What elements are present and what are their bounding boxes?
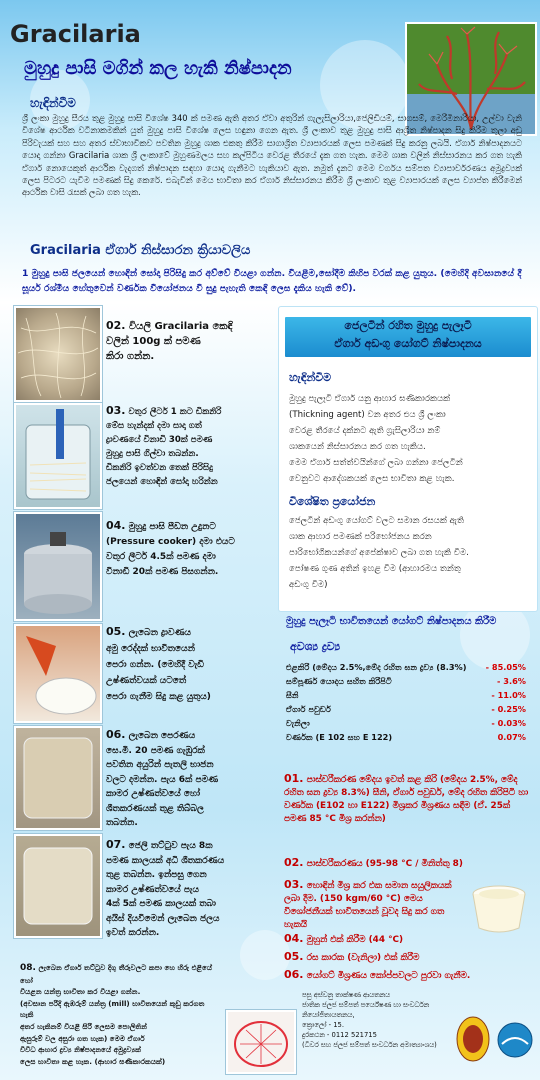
step-7-photo <box>14 834 102 938</box>
panel-intro-line: (Thickning agent) වන අතර එය ශ්‍රී ලංකා <box>289 410 446 420</box>
step-6-line: සෙ.මී. 20 පමණ ගැඹුරක් <box>106 745 205 756</box>
yogurt-step-text: පාස්චරීකරණය (95-98 °C / මිනිත්තු 8) <box>306 859 463 869</box>
ingredient-label: සම්පූර්ණ යොදය සහිත කිරිපිටි <box>286 676 392 686</box>
footer-line: දුරකථන - 0112 521715 <box>302 1031 377 1039</box>
yogurt-step-1 <box>284 772 534 826</box>
government-emblem-logo <box>455 1014 491 1064</box>
step-2-number: 02. <box>106 319 126 332</box>
ingredient-row <box>286 704 526 715</box>
step-5-number: 05. <box>106 625 126 638</box>
step-5-line: අමු රෙද්දක් භාවිතයෙන් <box>106 644 195 654</box>
step-6-line: කාමර උෂ්ණත්වයේ හෝ <box>106 789 201 799</box>
panel-intro-text <box>289 391 529 487</box>
yogurt-step-text: රස කාරක (වැනිලා) එක් කිරීම <box>306 953 420 963</box>
yogurt-step-text: හොඳින් මිශ්‍ර කර එක සමාන සයුලිකයක් ලබා දීම. (150 kgm/60 °C) මෙය විශෝජනීයක් භාවිතයෙන් වූවද සිදු කර ගත හැකයි <box>284 881 452 930</box>
step-5 <box>106 624 272 705</box>
panel-intro-line: වෙනුවට ආදේශකයක් ලෙස භාවිතා කළ හැක. <box>289 474 455 484</box>
step-6 <box>106 728 276 831</box>
footer-line: පසු අස්වනු තාක්ෂණ ආයතනය <box>302 991 391 999</box>
ingredient-row <box>286 676 526 687</box>
step-8-line: වියළන යන්ත්‍ර භාවිතා කර වියළා ගන්න. <box>20 987 141 997</box>
step-7 <box>106 838 276 941</box>
ingredient-row <box>286 662 526 673</box>
step-8-photo <box>226 1010 296 1074</box>
step-2 <box>106 318 266 364</box>
ingredient-value: - 85.05% <box>485 662 526 672</box>
ingredient-label: එළකිරි (මේදය 2.5%,මේද රහිත ඝන ද්‍රව්‍ය (8.3%) <box>286 662 467 672</box>
step-8-line: ඇසුරුම් වල අසුරා ගත හැක) මෙම ඒගාර් <box>20 1033 145 1043</box>
yogurt-step-number: 06. <box>284 968 304 981</box>
intro-paragraph: ශ්‍රී ලංකා මුහුදු සීරය තුළ මුහුදු පාසි විශේෂ 340 ක් පමණ ඇති අතර ඒවා අතුරින් ගැලැසිලාරියා,ජෙලිඩියම්, සාගසම්, මෙරීමිනාරියා, උල්වා වැනි විශේෂ ආර්ථික වටිනාකමකින් යුත් මුහුදු පාසි විශේෂ ලෙස හඳුනා ගෙන ඇත. ශ්‍රී ලංකාව තුළ මුහුදු පාසි ආශ්‍රිත නිෂ්පාදන සිදු කිරීම තුලා අඩු පිරිවැයක් සහ සහ අතර ස්වාභාවිකව පවතින මුහුදු ශාක එකතු කිරීම සාගාශ්‍රිත ව්‍යාපාරයක් ලෙස පමණක් සිදු කරනු ලබයි. ඒගාර් නිෂ්පාදනයට යොදා ගන්නා Gracilaria ශාක ශ්‍රී ලංකාවේ මුහුණමලය සහ කල්පිටිය වෙරළ තීරයේ දැක ගත හැක. මෙම ශාක වලින් නිස්සාරනය කර ගත හැකි ඒගාර් නොයෙකුත් ආර්ථික වැදගත් නිෂ්පාදන සඳහා යොදා ගැනීමට හැකියාව ඇත. නමුත් දැනට මෙම වර්ගය සම්පත ව්‍යාපාර්වරණය අමුද්‍රව්‍යක් ලෙස පිටරට යැවීම පමණක් සිදු කෙරේ. එබැවින් මෙය භාවිතා කර ඒගාර් නිස්සාරනය කිරීම ශ්‍රී ලංකාව තුළ ව්‍යාපාරයක් ලෙස ව්‍යාප්ත කිරීමෙන් ආර්ථික වාසි රැසක් ලබා ගත හැක. <box>22 113 522 198</box>
ingredient-row <box>286 732 526 743</box>
step-7-line: අයිස් දියවීමෙන් ලැබෙන ජලය <box>106 913 220 924</box>
panel-intro-line: වෙරළ තීරයේ දක්නට ඇති ග්‍රැසිලාරියා නම් <box>289 426 441 436</box>
step-7-line: ඉවත් කරන්න. <box>106 928 160 938</box>
yogurt-step-number: 02. <box>284 856 304 869</box>
footer-line: (ධීවර සහ ජලජ සම්පත් සංවර්ධන අමාත්‍යාංශය) <box>302 1041 437 1049</box>
panel-special-line: ශාක ආහාර පමණක් පරිභෝජනය කරන <box>289 532 432 542</box>
step-4-line: වතුර ලීටර් 4.5ක් පමණ දමා <box>106 552 216 562</box>
step-7-line: 4ක් 5ක් පමණ කාලයක් තබා <box>106 899 216 909</box>
page-title: Gracilaria <box>10 20 141 48</box>
yogurt-info-panel <box>278 306 538 612</box>
ingredient-value: 0.07% <box>497 732 526 742</box>
panel-banner-line-2: ඒගාර් අඩංගු යෝගට් නිෂ්පාදනය <box>334 337 482 350</box>
ingredient-value: - 0.03% <box>491 718 526 728</box>
step-5-line: උෂ්ණත්වයක් යටතේ <box>106 676 187 686</box>
yogurt-step-text: මුහුන් එක් කිරීම (44 °C) <box>306 935 404 945</box>
ingredient-label: වැනිලා <box>286 718 310 728</box>
step-6-line: පවතින අයුරින් පැතලි භාජන <box>106 760 214 770</box>
footer-line: ජාතික ජලජ සම්පත් පර්යේෂණ හා සංවර්ධන නියෝජිතායතනය, <box>302 1001 430 1019</box>
step-5-photo <box>14 624 102 723</box>
ingredients-heading: අවශ්‍ය ද්‍රව්‍ය <box>290 640 341 653</box>
panel-intro-line: මුහුදු පැලෑටි ඒගාර් යනු ආහාර ඝණිකාරකයක් <box>289 394 451 404</box>
yogurt-step-5 <box>284 950 534 965</box>
panel-special-line: පෝෂණ ගුණ අතින් ඉහළ වීම (ආහාරමය තන්තු <box>289 564 461 574</box>
yogurt-step-number: 03. <box>284 878 304 891</box>
panel-intro-line: මෙම ඒගාර් සත්ත්වයින්ගේ ලබා ගන්නා ජෙලටින් <box>289 458 463 468</box>
step-3-line: මේස හැන්දක් දමා සාදා ගත් <box>106 421 202 431</box>
step-8-line: ලැබෙන ඒගාර් තට්ටුව දිගු තීරුවලට කපා හෙ හිරු එළියේ හෝ <box>20 963 213 985</box>
panel-banner <box>283 315 533 359</box>
step-2-line: වියලි Gracilaria කෙඳි <box>128 321 233 332</box>
ingredient-value: - 0.25% <box>491 704 526 714</box>
step-8-line: විවිධ ආහාර ද්‍රව්‍ය නිෂ්පාදනයේ අමුද්‍රව්‍යක් <box>20 1045 141 1055</box>
step-3-number: 03. <box>106 404 126 417</box>
yogurt-step-3 <box>284 878 462 932</box>
panel-intro-heading: හැඳින්වීම <box>289 371 332 384</box>
step-7-line: පමණ කාලයක් අධි ශීතකරණය <box>106 855 225 866</box>
step-6-number: 06. <box>106 728 126 741</box>
ingredient-value: - 3.6% <box>497 676 526 686</box>
yogurt-step-2 <box>284 856 534 871</box>
yogurt-cup-image <box>466 880 532 936</box>
nara-logo <box>496 1018 534 1062</box>
panel-special-text <box>289 513 529 593</box>
panel-special-line: ජෙලටින් අඩංගු යෝගට් වලට සමාන රසයක් ඇති <box>289 516 464 526</box>
ingredient-label: ඒගාර් පවුඩර් <box>286 704 331 714</box>
step-4 <box>106 518 272 580</box>
step-7-line: කාමර උෂ්ණත්වයේ පැය <box>106 884 199 895</box>
step-8-number: 08. <box>20 963 36 973</box>
step-3-line: ද්‍රාවණයේ විනාඩි 30ක් පමණ <box>106 435 213 445</box>
step-8-line: ලෙස භාවිතා කළ හැක. (ආහාර ඝණිකාරකයක්) <box>20 1056 166 1066</box>
step-8-line: (අවසාන පරිදි ඇඹරුම් යන්ත්‍ර (mill) භාවිතයෙන් කුඩු කරගත හැකි <box>20 998 205 1020</box>
step-6-line: ලැබෙන පෙරණය <box>128 731 196 741</box>
step-3-line: ඩිකනිරි ඉවත්වන තෙක් පිරිසිදු <box>106 463 213 473</box>
step-3-line: මුහුදු පාසි ගිල්වා තබන්න. <box>106 449 199 459</box>
step-3 <box>106 404 271 489</box>
page-subtitle: මුහුදු පාසි මගින් කල හැකි නිෂ්පාදන <box>24 58 292 79</box>
ingredient-value: - 11.0% <box>491 690 526 700</box>
step-2-line: කිරා ගන්න. <box>106 351 155 362</box>
step-7-line: තුළ තබන්න. ඉන්පසු ගෙන <box>106 870 207 880</box>
step-6-line: වලට දමන්න. පැය 6ක් පමණ <box>106 774 219 785</box>
intro-heading: හැඳින්වීම <box>30 96 76 110</box>
step-3-line: ජලයෙන් හොඳින් සෝදා හරින්න <box>106 477 218 487</box>
step-6-photo <box>14 726 102 830</box>
step-8 <box>20 962 220 1067</box>
ingredient-label: සීනි <box>286 690 299 700</box>
step-3-line: වතුර ලීටර් 1 කට ඩිකනිරි <box>128 407 222 417</box>
yogurt-step-text: යෝගට් මිශ්‍රණය කෝප්පවලට පුරවා ගැනීම. <box>306 971 471 981</box>
step-4-number: 04. <box>106 519 126 532</box>
yogurt-step-number: 05. <box>284 950 304 963</box>
step-7-line: ජෙලි තට්ටුව පැය 8ක <box>128 841 213 851</box>
step-3-photo <box>14 403 102 509</box>
yogurt-heading: මුහුදු පැලෑටි භාවිතයෙන් යෝගට් නිෂ්පාදනය කිරීම <box>286 616 497 627</box>
ingredient-label: වර්ණක (E 102 සහ E 122) <box>286 732 393 742</box>
step-2-line: වලින් 100g ක් පමණ <box>106 336 201 347</box>
yogurt-step-text: පාස්චරීකරණ මේදය ඉවත් කළ කිරි (මේදය 2.5%, මේද රහිත ඝන ද්‍රව්‍ය 8.3%) සීනි, ඒගාර් පවුඩර්, මේද රහිත කිරිපිටි හා වර්ණක (E102 හා E122) මිශ්‍රකර මිශ්‍රණය සඳීම (ඒ. 25ක් පමණ 85 °C මිශ්‍ර කරන්න) <box>284 775 529 824</box>
yogurt-step-6 <box>284 968 534 983</box>
step-5-line: පෙරා ගන්න. (මෙහිදී වැඩි <box>106 660 204 670</box>
step-5-line: ලැබෙන ද්‍රාවණය <box>128 628 192 638</box>
step-8-line: අතර හැකිනම් වියළි සිරි ලෙසම පොලිතින් <box>20 1021 147 1031</box>
step-5-line: පෙරා ගැනීම සිදු කළ යුතුය) <box>106 692 211 702</box>
yogurt-step-number: 01. <box>284 772 304 785</box>
panel-intro-line: ශාකයෙන් නිස්සාරනය කර ගත හැකිය. <box>289 442 426 452</box>
panel-special-heading: විශේෂිත ප්‍රයෝජන <box>289 495 376 508</box>
yogurt-step-number: 04. <box>284 932 304 945</box>
footer-address <box>302 990 452 1050</box>
panel-special-line: අඩංගු වීම) <box>289 580 328 590</box>
step-2-photo <box>14 306 102 402</box>
ingredient-row <box>286 690 526 701</box>
footer-line: ක්‍රොලෝ - 15. <box>302 1021 345 1029</box>
process-heading: Gracilaria ඒගාර් නිස්සාරන ක්‍රියාවලිය <box>30 243 251 258</box>
step-4-line: මුහුදු පාසි පීඩන උදුනට <box>128 522 216 532</box>
step-6-line: තබන්න. <box>106 818 138 828</box>
step-7-number: 07. <box>106 838 126 851</box>
step-4-line: (Pressure cooker) දමා එයට <box>106 537 235 547</box>
step-4-photo <box>14 512 102 621</box>
process-step-1: 1 මුහුදු පාසි ජලයෙන් හොඳින් සෝදා පිරිසිදු කර අව්වේ වියළා ගන්න. වියළීම,සෝදීම කිහිප වරක් කළ යුතුය. (මෙහිදි අවසානයේ දී සූර්ය රශ්මිය හේතුවෙන් වර්ණක වියෝජනය වී සුදු පැහැති කෙඳි ලෙස දැකිය හැකි වේ). <box>22 268 522 294</box>
ingredient-row <box>286 718 526 729</box>
step-6-line: ශීතකරණයක් තුළ තිබ්බල <box>106 803 204 814</box>
step-4-line: විනාඩි 20ක් පමණ පිසගන්න. <box>106 567 219 577</box>
panel-banner-line-1: ජෙලටින් රහිත මුහුදු පැලෑටි <box>344 319 472 332</box>
panel-special-line: පාරිභෝගිකයන්ගේ අපේක්ෂාව ලබා ගත හැකි වීම. <box>289 548 469 558</box>
